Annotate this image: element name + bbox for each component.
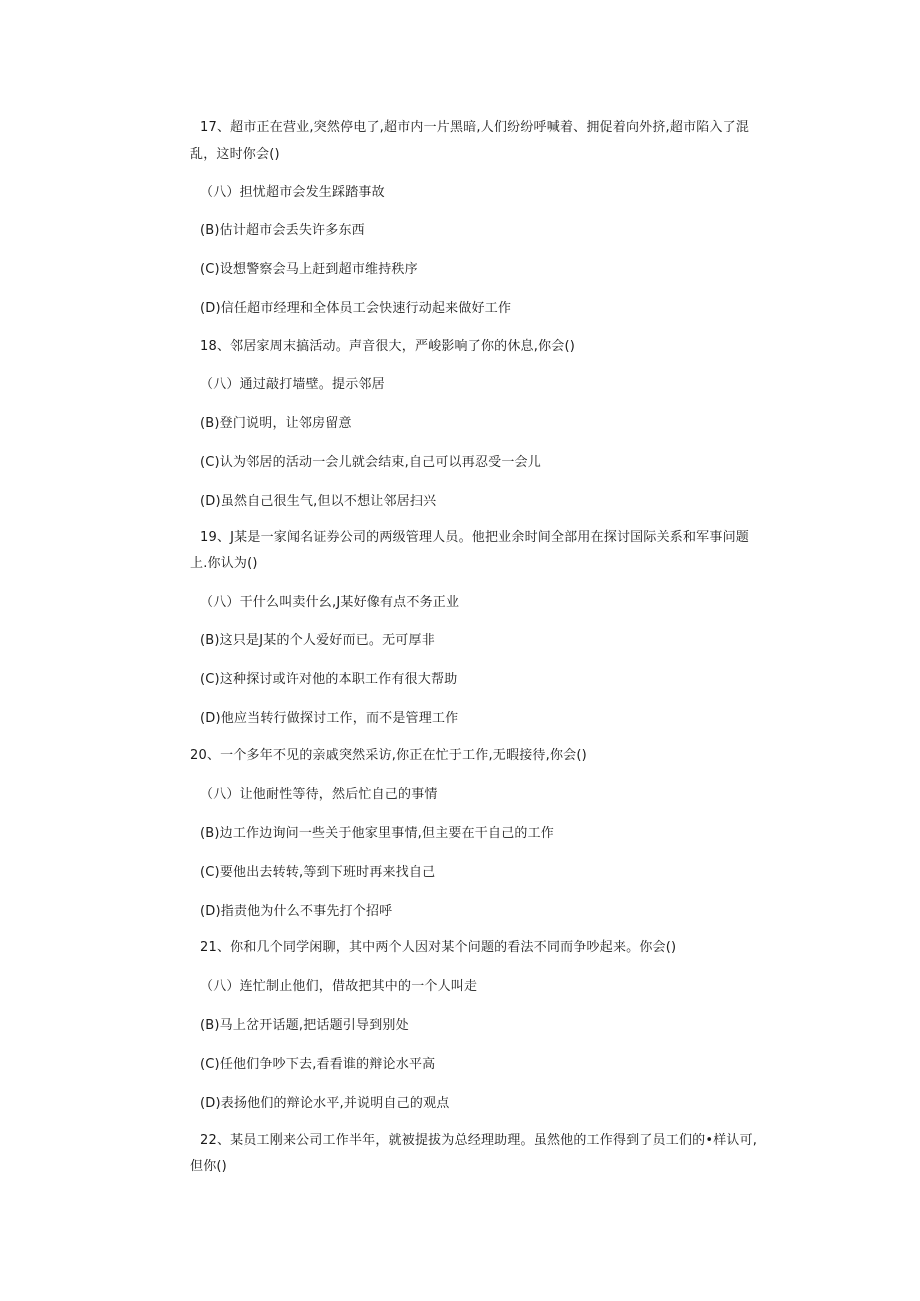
question-18-option-d: (D)虽然自己很生气,但以不想让邻居扫兴	[200, 494, 437, 509]
question-18-option-b: (B)登门说明，让邻房留意	[200, 416, 352, 431]
question-18-option-a: （八）通过敲打墙壁。提示邻居	[200, 377, 385, 392]
question-20-line-1: 20、一个多年不见的亲戚突然采访,你正在忙于工作,无暇接待,你会()	[190, 748, 587, 763]
question-17-option-b: (B)估计超市会丢失许多东西	[200, 223, 365, 238]
question-17-option-a: （八）担忧超市会发生踩踏事故	[200, 185, 385, 200]
question-17-option-d: (D)信任超市经理和全体员工会快速行动起来做好工作	[200, 301, 512, 316]
question-22-line-1: 22、某员工刚来公司工作半年，就被提拔为总经理助理。虽然他的工作得到了员工们的•样认可,	[200, 1133, 758, 1148]
question-20-option-a: （八）让他耐性等待，然后忙自己的事情	[200, 787, 438, 802]
question-20-option-b: (B)边工作边询问一些关于他家里事情,但主要在干自己的工作	[200, 826, 554, 841]
question-20-option-c: (C)要他出去转转,等到下班时再来找自己	[200, 865, 436, 880]
question-17-line-2: 乱，这时你会()	[190, 147, 280, 162]
question-19-option-b: (B)这只是J某的个人爱好而已。无可厚非	[200, 633, 435, 648]
question-20-option-d: (D)指责他为什么不事先打个招呼	[200, 904, 393, 919]
question-21-option-d: (D)表扬他们的辩论水平,并说明自己的观点	[200, 1096, 450, 1111]
question-21-option-c: (C)任他们争吵下去,看看谁的辩论水平高	[200, 1057, 436, 1072]
question-21-option-b: (B)马上岔开话题,把话题引导到别处	[200, 1018, 409, 1033]
question-21-line-1: 21、你和几个同学闲聊，其中两个人因对某个问题的看法不同而争吵起来。你会()	[200, 940, 677, 955]
question-19-option-c: (C)这种探讨或许对他的本职工作有很大帮助	[200, 672, 458, 687]
question-19-option-d: (D)他应当转行做探讨工作，而不是管理工作	[200, 711, 459, 726]
question-19-line-1: 19、J某是一家闻名证券公司的两级管理人员。他把业余时间全部用在探讨国际关系和军事问题	[200, 530, 749, 545]
question-19-line-2: 上.你认为()	[190, 556, 258, 571]
question-19-option-a: （八）干什么叫卖什幺,J某好像有点不务正业	[200, 595, 460, 610]
question-18-line-1: 18、邻居家周末搞活动。声音很大，严峻影响了你的休息,你会()	[200, 339, 576, 354]
question-22-line-2: 但你()	[190, 1159, 227, 1174]
question-21-option-a: （八）连忙制止他们，借故把其中的一个人叫走	[200, 979, 478, 994]
question-18-option-c: (C)认为邻居的活动一会儿就会结束,自己可以再忍受一会儿	[200, 455, 541, 470]
question-17-line-1: 17、超市正在营业,突然停电了,超市内一片黑暗,人们纷纷呼喊着、拥促着向外挤,超市陷入了混	[200, 120, 750, 135]
question-17-option-c: (C)设想警察会马上赶到超市维持秩序	[200, 262, 418, 277]
